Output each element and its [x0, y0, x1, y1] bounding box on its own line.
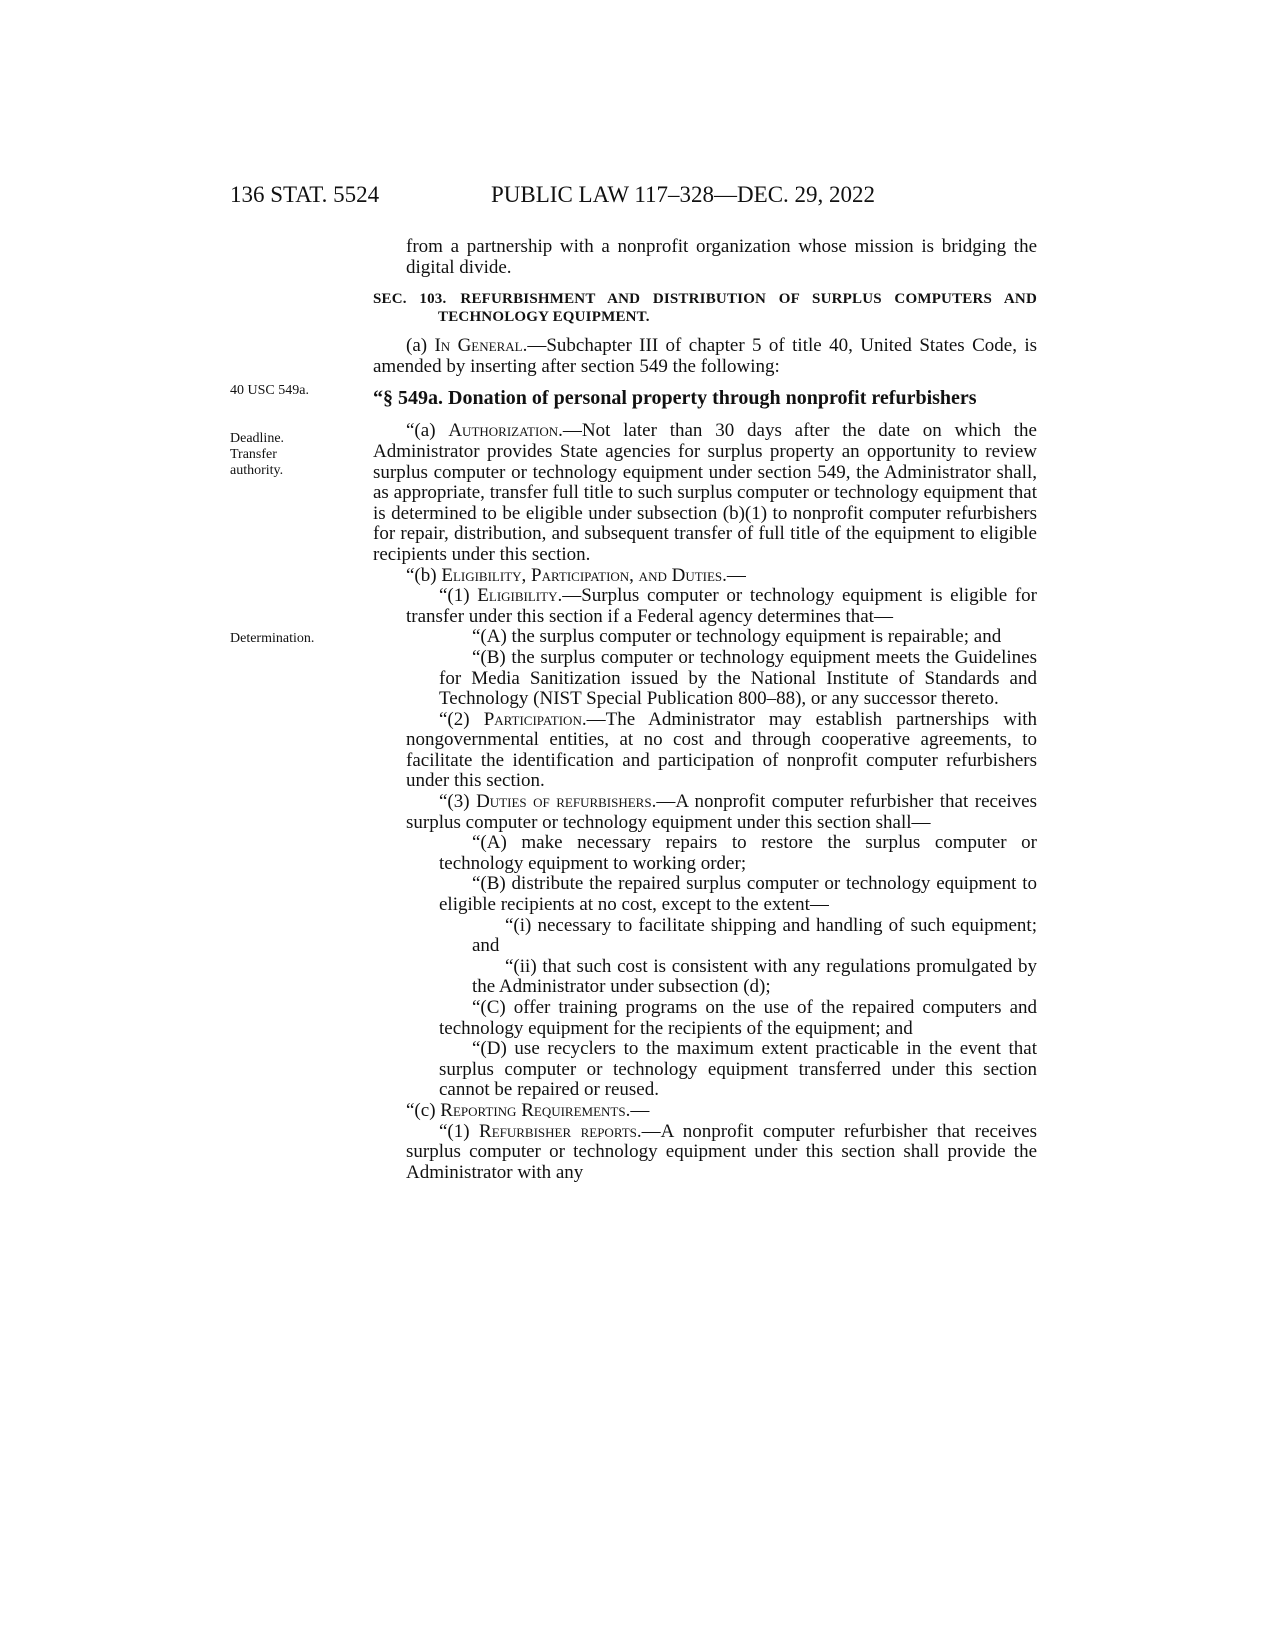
clause-b3Bii: “(ii) that such cost is consistent with any regulations promulgated by the Administrator under subsection (d);	[472, 955, 1037, 998]
section-549a-heading: “§ 549a. Donation of personal property through nonprofit refurbishers	[373, 387, 977, 410]
law-header: PUBLIC LAW 117–328—DEC. 29, 2022	[491, 182, 876, 207]
subsection-a-general: (a) In General.—Subchapter III of chapter 5 of title 40, United States Code, is amended by inserting after section 549 the following:	[373, 335, 1037, 377]
stat-page-number: 136 STAT. 5524	[230, 182, 380, 207]
clause-b1A: “(A) the surplus computer or technology equipment is repairable; and	[472, 626, 1002, 648]
section-103-heading	[373, 290, 1037, 326]
section-103-label: SEC. 103.	[373, 291, 447, 308]
paragraph-c1-refurbisher-reports: “(1) Refurbisher reports.—A nonprofit computer refurbisher that receives surplus computer or technology equipment under this section shall provide the Administrator with any	[406, 1120, 1037, 1183]
clause-b3A: “(A) make necessary repairs to restore the surplus computer or technology equipment to working order;	[439, 832, 1037, 874]
margin-note-transfer-text: Transfer	[230, 447, 277, 462]
statute-body	[373, 237, 1037, 1183]
paragraph-b1-eligibility: “(1) Eligibility.—Surplus computer or technology equipment is eligible for transfer under this section if a Federal agency determines that—	[406, 585, 1037, 627]
margin-note-usc: 40 USC 549a.	[230, 383, 309, 398]
margin-note-determination: Determination.	[230, 631, 315, 646]
paragraph-b2-participation: “(2) Participation.—The Administrator may establish partnerships with nongovernmental entities, at no cost and through cooperative agreements, to facilitate the identification and participation of nonprofit computer refurbishers under this section.	[406, 708, 1037, 792]
clause-b3Bi: “(i) necessary to facilitate shipping and handling of such equipment; and	[472, 914, 1037, 957]
margin-note-authority-text: authority.	[230, 463, 284, 478]
clause-b3C: “(C) offer training programs on the use of the repaired computers and technology equipment for the recipients of the equipment; and	[439, 997, 1037, 1039]
subsection-c-heading: “(c) Reporting Requirements.—	[406, 1099, 650, 1121]
authorization-heading: Authorization	[448, 420, 559, 442]
subsection-authorization: “(a) Authorization.—Not later than 30 days after the date on which the Administrator provides State agencies for surplus property an opportunity to review surplus computer or technology equipment under section 549, the Administrator shall, as appropriate, transfer full title to such surplus computer or technology equipment that is determined to be eligible under subsection (b)(1) to nonprofit computer refurbishers for repair, distribution, and subsequent transfer of full title of the equipment to eligible recipients under this section.	[373, 420, 1037, 565]
subsection-b-heading: “(b) Eligibility, Participation, and Duties.—	[406, 564, 746, 586]
margin-note-deadline-text: Deadline.	[230, 431, 285, 446]
section-103-title: REFURBISHMENT AND DISTRIBUTION OF SURPLUS COMPUTERS AND TECHNOLOGY EQUIPMENT.	[438, 291, 1037, 326]
running-head	[0, 182, 1275, 212]
clause-b3B: “(B) distribute the repaired surplus computer or technology equipment to eligible recipients at no cost, except to the extent—	[439, 873, 1037, 916]
clause-b1B: “(B) the surplus computer or technology equipment meets the Guidelines for Media Sanitization issued by the National Institute of Standards and Technology (NIST Special Publication 800–88), or any successor thereto.	[439, 646, 1037, 710]
clause-b3D: “(D) use recyclers to the maximum extent practicable in the event that surplus computer or technology equipment transferred under this section cannot be repaired or reused.	[439, 1038, 1037, 1101]
paragraph-b3-duties: “(3) Duties of refurbishers.—A nonprofit computer refurbisher that receives surplus computer or technology equipment under this section shall—	[406, 791, 1037, 833]
margin-note-deadline	[230, 431, 350, 479]
continuation-paragraph: from a partnership with a nonprofit organization whose mission is bridging the digital divide.	[406, 236, 1037, 278]
subsection-a-heading: In General	[434, 335, 523, 357]
